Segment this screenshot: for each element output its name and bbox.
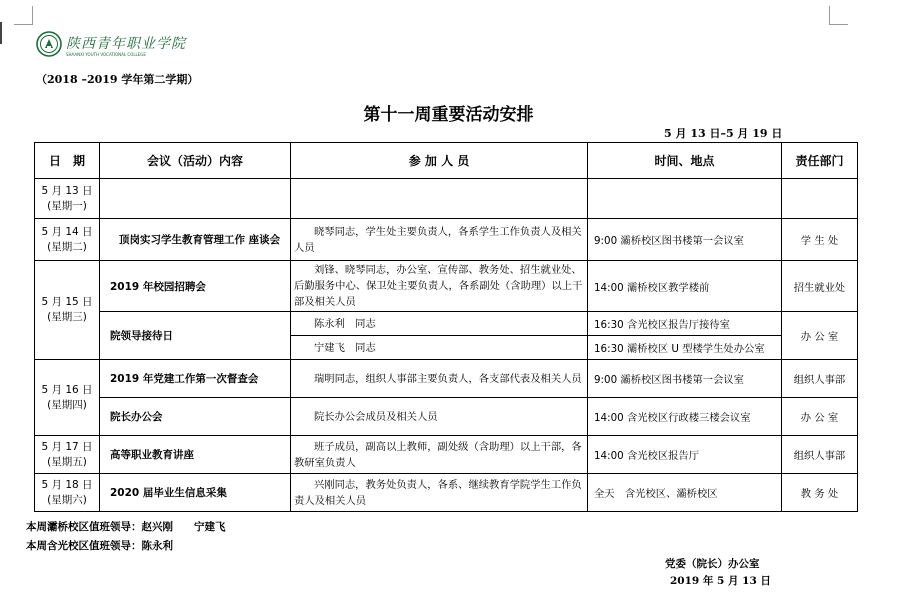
time-place-cell: 14:00 灞桥校区教学楼前 bbox=[588, 261, 782, 312]
meeting-cell: 院长办公会 bbox=[100, 398, 291, 436]
date-cell bbox=[35, 436, 100, 474]
meeting-title: 顶岗实习学生教育管理工作 座谈会 bbox=[119, 233, 281, 246]
meeting-cell bbox=[100, 219, 291, 261]
issue-date: 2019 年 5 月 13 日 bbox=[670, 575, 771, 587]
participants-text: 刘锋、晓琴同志，办公室、宣传部、教务处、招生就业处、后勤服务中心、保卫处主要负责人，各系副处（含助理）以上干部及相关人员 bbox=[294, 264, 583, 308]
participants-text: 院长办公会成员及相关人员 bbox=[314, 410, 438, 423]
page-title: 第十一周重要活动安排 bbox=[363, 105, 534, 125]
participants-text: 兴刚同志，教务处负责人，各系、继续教育学院学生工作负责人及相关人员 bbox=[294, 478, 582, 507]
time-place-cell: 14:00 含光校区行政楼三楼会议室 bbox=[588, 398, 782, 436]
dept-cell: 组织人事部 bbox=[782, 360, 858, 398]
meeting-cell: 高等职业教育讲座 bbox=[100, 436, 291, 474]
weekday: (星期三) bbox=[47, 311, 87, 323]
header-dept: 责任部门 bbox=[782, 143, 858, 179]
table-row bbox=[35, 360, 858, 398]
date-cell bbox=[35, 360, 100, 436]
date: 5 月 14 日 bbox=[41, 225, 93, 238]
table-row bbox=[35, 474, 858, 512]
weekday: (星期五) bbox=[47, 455, 87, 468]
participants-cell bbox=[291, 219, 588, 261]
time-place-cell: 14:00 含光校区报告厅 bbox=[588, 436, 782, 474]
dept-cell: 学 生 处 bbox=[782, 219, 858, 261]
weekday: (星期六) bbox=[47, 493, 87, 506]
college-seal-icon bbox=[36, 31, 62, 57]
meeting-cell: 2019 年党建工作第一次督查会 bbox=[100, 360, 291, 398]
participants-cell bbox=[291, 398, 588, 436]
time-place-cell bbox=[588, 179, 782, 219]
participants-text: 瑞明同志，组织人事部主要负责人，各支部代表及相关人员 bbox=[314, 372, 582, 385]
table-row bbox=[35, 219, 858, 261]
dept-cell: 办 公 室 bbox=[782, 312, 858, 360]
date: 5 月 18 日 bbox=[41, 478, 93, 491]
date-cell bbox=[35, 261, 100, 360]
time-place-cell: 9:00 灞桥校区图书楼第一会议室 bbox=[588, 219, 782, 261]
meeting-cell: 2020 届毕业生信息采集 bbox=[100, 474, 291, 512]
dept-cell bbox=[782, 179, 858, 219]
header-participants: 参 加 人 员 bbox=[291, 143, 588, 179]
duty-leader-hanguang: 本周含光校区值班领导：陈永利 bbox=[26, 540, 173, 552]
participants-cell bbox=[291, 312, 588, 336]
dept-cell: 招生就业处 bbox=[782, 261, 858, 312]
time-place-cell: 16:30 含光校区报告厅接待室 bbox=[588, 312, 782, 336]
semester-label: （2018 –2019 学年第二学期） bbox=[36, 73, 199, 86]
time-place-cell: 全天 含光校区、灞桥校区 bbox=[588, 474, 782, 512]
date-cell bbox=[35, 179, 100, 219]
time-place-cell: 9:00 灞桥校区图书楼第一会议室 bbox=[588, 360, 782, 398]
participants-cell bbox=[291, 360, 588, 398]
table-row bbox=[35, 179, 858, 219]
week-range: 5 月 13 日–5 月 19 日 bbox=[664, 127, 783, 140]
margin-marker bbox=[0, 22, 2, 44]
duty-leader-baqiao: 本周灞桥校区值班领导：赵兴刚 宁建飞 bbox=[26, 521, 226, 533]
weekday: (星期一) bbox=[47, 199, 87, 212]
header-time-place: 时间、地点 bbox=[588, 143, 782, 179]
table-row bbox=[35, 261, 858, 312]
table-row bbox=[35, 312, 858, 336]
participants-cell bbox=[291, 474, 588, 512]
participants-text: 晓琴同志，学生处主要负责人，各系学生工作负责人及相关人员 bbox=[294, 225, 582, 254]
table-row bbox=[35, 436, 858, 474]
date: 5 月 13 日 bbox=[41, 184, 93, 197]
participants-cell bbox=[291, 261, 588, 312]
meeting-cell bbox=[100, 179, 291, 219]
participants-cell bbox=[291, 336, 588, 360]
table-row bbox=[35, 398, 858, 436]
participants-cell bbox=[291, 436, 588, 474]
college-name: 陕西青年职业学院 bbox=[66, 36, 186, 52]
college-name-en: SHAANXI YOUTH VOCATIONAL COLLEGE bbox=[66, 52, 146, 57]
date: 5 月 17 日 bbox=[41, 440, 93, 453]
issuing-office: 党委（院长）办公室 bbox=[665, 558, 760, 570]
meeting-cell: 2019 年校园招聘会 bbox=[100, 261, 291, 312]
weekday: (星期二) bbox=[47, 240, 87, 253]
date-cell bbox=[35, 474, 100, 512]
crop-mark-top-left bbox=[14, 6, 33, 25]
date-cell bbox=[35, 219, 100, 261]
weekday: (星期四) bbox=[47, 398, 87, 411]
schedule-table bbox=[34, 142, 858, 512]
table-header-row bbox=[35, 143, 858, 179]
date: 5 月 15 日 bbox=[41, 296, 93, 308]
participants-text: 宁建飞 同志 bbox=[314, 341, 376, 354]
meeting-cell: 院领导接待日 bbox=[100, 312, 291, 360]
header-date: 日 期 bbox=[35, 143, 100, 179]
dept-cell: 教 务 处 bbox=[782, 474, 858, 512]
dept-cell: 办 公 室 bbox=[782, 398, 858, 436]
dept-cell: 组织人事部 bbox=[782, 436, 858, 474]
participants-cell bbox=[291, 179, 588, 219]
participants-text: 陈永利 同志 bbox=[314, 317, 376, 330]
time-place-cell: 16:30 灞桥校区 U 型楼学生处办公室 bbox=[588, 336, 782, 360]
crop-mark-top-right bbox=[829, 6, 848, 25]
header-meeting: 会议（活动）内容 bbox=[100, 143, 291, 179]
date: 5 月 16 日 bbox=[41, 383, 93, 396]
participants-text: 班子成员，副高以上教师，副处级（含助理）以上干部，各教研室负责人 bbox=[294, 440, 582, 469]
